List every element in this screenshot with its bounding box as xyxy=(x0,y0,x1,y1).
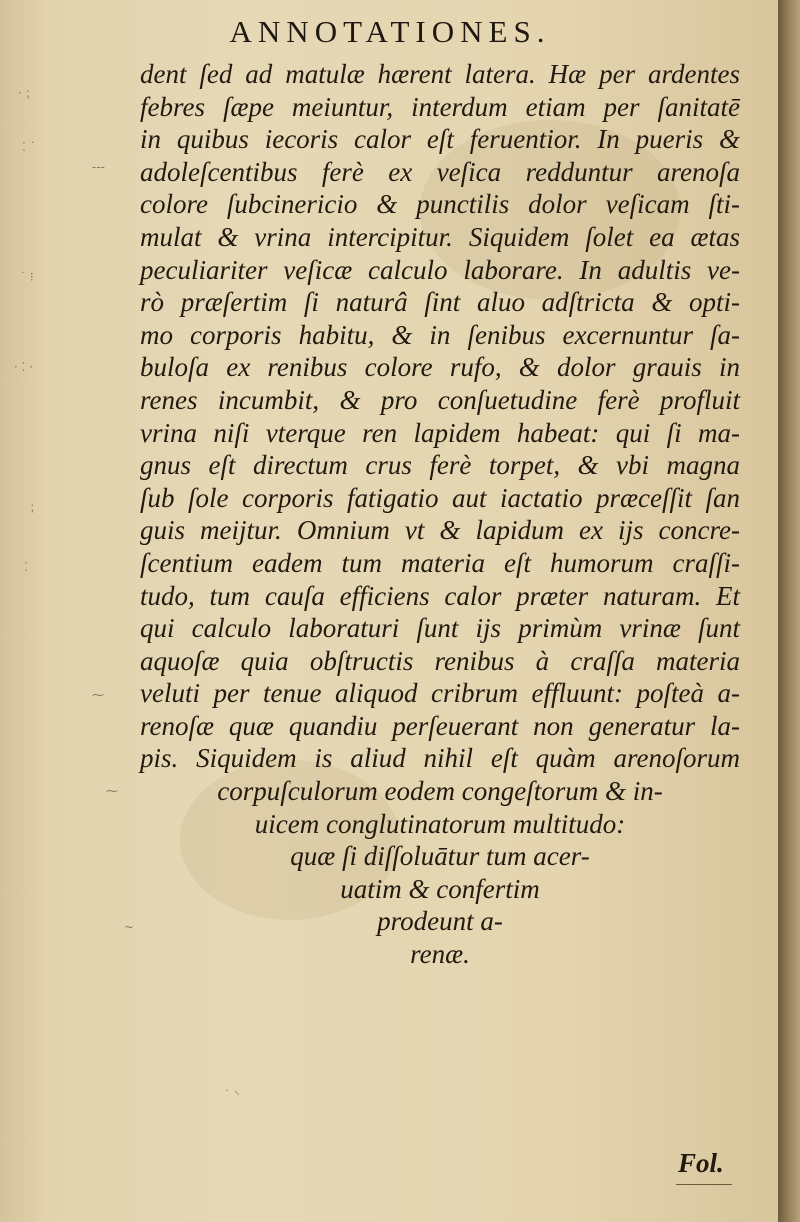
text-line: prodeunt a- xyxy=(377,906,503,937)
margin-mark: ⁚ xyxy=(24,560,28,574)
text-line: vrina niſi vterque ren lapidem habeat: qui ſi ma- xyxy=(140,417,740,448)
text-line: qui calculo laboraturi ſunt ijs primùm vrinæ ſunt xyxy=(140,613,740,644)
margin-mark: ⁏ xyxy=(30,500,35,514)
running-head: ANNOTATIONES. xyxy=(229,14,551,49)
text-line: guis meijtur. Omnium vt & lapidum ex ijs concre- xyxy=(140,515,740,546)
text-line: uatim & confertim xyxy=(340,873,540,904)
text-line: in quibus iecoris calor eſt feruentior. In pueris & xyxy=(140,124,740,155)
text-line: buloſa ex renibus colore rufo, & dolor grauis in xyxy=(140,352,740,383)
margin-mark: ˙ ⸌ xyxy=(224,1088,240,1102)
text-line: pis. Siquidem is aliud nihil eſt quàm arenoſorum xyxy=(140,743,740,774)
catchword: Fol. xyxy=(678,1148,724,1178)
margin-mark: · ⁚ · xyxy=(14,360,34,374)
margin-mark: ⁚ ˙ xyxy=(22,140,36,154)
margin-mark: · ⁏ xyxy=(18,86,30,100)
text-line: gnus eſt directum crus ferè torpet, & vbi magna xyxy=(140,450,740,481)
margin-mark: ˙ ⁝ xyxy=(20,270,34,284)
text-line: renoſæ quæ quandiu perſeuerant non generatur la- xyxy=(140,710,740,741)
margin-mark: ⁓ xyxy=(92,688,104,702)
text-block xyxy=(140,58,740,971)
text-line: ſcentium eadem tum materia eſt humorum craſſi- xyxy=(140,547,740,578)
text-line: renes incumbit, & pro conſuetudine ferè profluit xyxy=(140,384,740,415)
text-line: febres ſæpe meiuntur, interdum etiam per ſanitatē xyxy=(140,91,740,122)
text-line: quæ ſi diſſoluātur tum acer- xyxy=(290,841,590,872)
text-line: renæ. xyxy=(410,939,470,970)
text-line: uicem conglutinatorum multitudo: xyxy=(254,808,626,839)
text-line: adoleſcentibus ferè ex veſica redduntur arenoſa xyxy=(140,156,740,187)
text-line: rò præſertim ſi naturâ ſint aluo adſtricta & opti- xyxy=(140,287,740,318)
margin-mark: ~ xyxy=(124,920,135,934)
text-line: mulat & vrina intercipitur. Siquidem ſolet ea ætas xyxy=(140,221,740,252)
text-line: tudo, tum cauſa efficiens calor præter naturam. Et xyxy=(140,580,740,611)
margin-mark: ‐‐‐ xyxy=(92,160,105,174)
text-line: aquoſæ quia obſtructis renibus à craſſa materia xyxy=(140,645,740,676)
text-line: dent ſed ad matulæ hærent latera. Hæ per ardentes xyxy=(140,59,740,89)
text-line: mo corporis habitu, & in ſenibus excernuntur ſa- xyxy=(140,319,740,350)
text-line: veluti per tenue aliquod cribrum effluunt: poſteà a- xyxy=(140,678,740,709)
text-line: peculiariter veſicæ calculo laborare. In adultis ve- xyxy=(140,254,740,285)
margin-mark: ⁓ xyxy=(106,784,118,798)
text-line: colore ſubcinericio & punctilis dolor veſicam ſti- xyxy=(140,189,740,220)
book-gutter xyxy=(778,0,800,1222)
catchword-rule xyxy=(676,1184,732,1185)
text-line: corpuſculorum eodem congeſtorum & in- xyxy=(217,776,663,807)
text-line: ſub ſole corporis fatigatio aut iactatio præceſſit ſan xyxy=(140,482,740,513)
